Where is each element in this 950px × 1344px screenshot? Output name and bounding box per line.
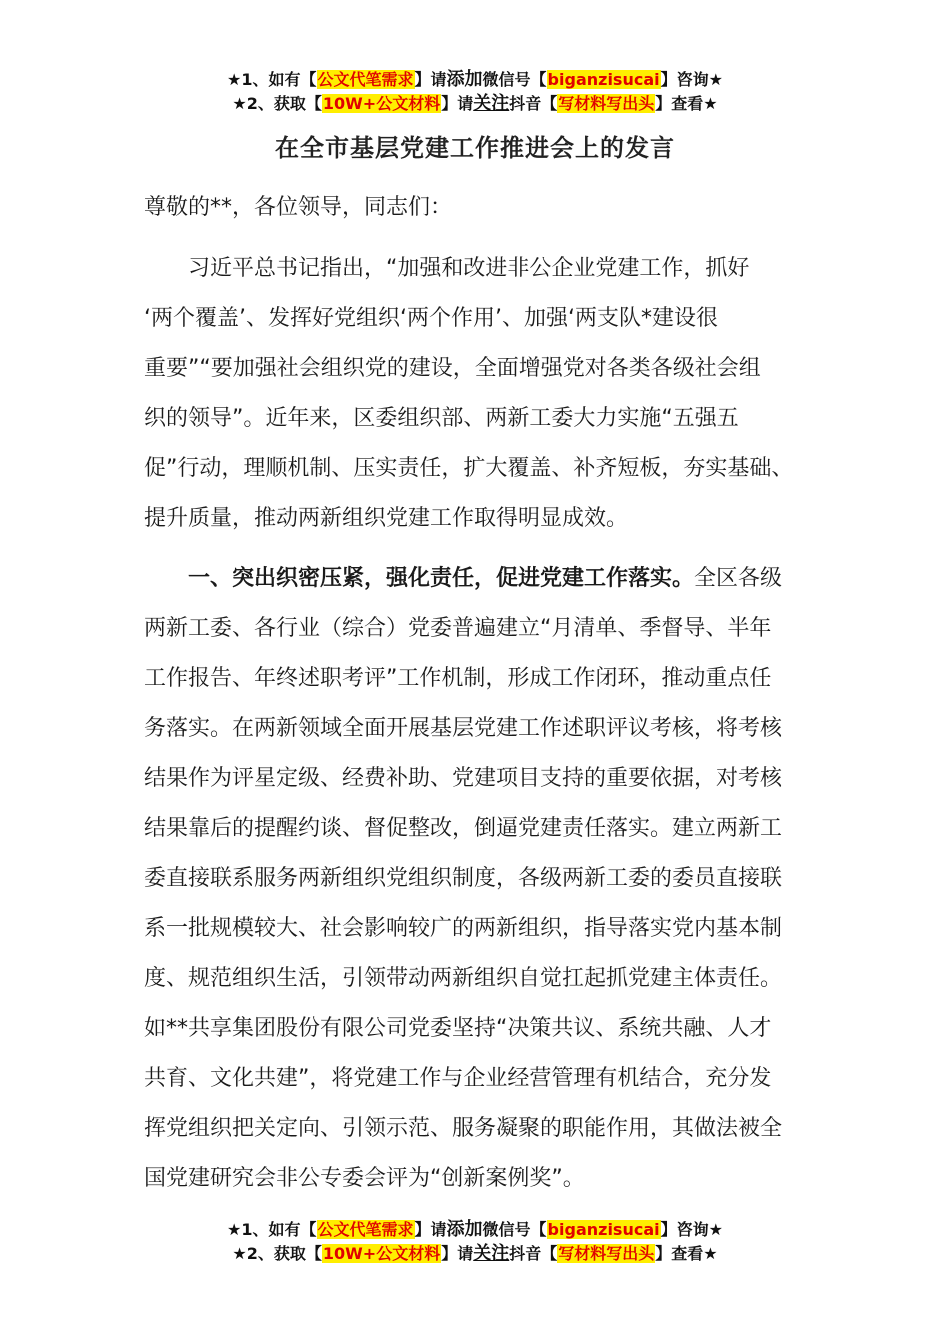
text-line: 委直接联系服务两新组织党组织制度，各级两新工委的委员直接联 xyxy=(144,866,783,891)
paragraph-intro xyxy=(144,244,806,544)
section-heading: 一、突出织密压紧，强化责任，促进党建工作落实。 xyxy=(188,566,695,591)
text-line: 促”行动，理顺机制、压实责任，扩大覆盖、补齐短板，夯实基础、 xyxy=(144,456,794,481)
promo-highlight: 10W+公文材料 xyxy=(322,94,441,113)
text-line: 工作报告、年终述职考评”工作机制，形成工作闭环，推动重点任 xyxy=(144,666,772,691)
promo-text: 微信号【 xyxy=(482,70,547,89)
promo-text: 】咨询★ xyxy=(660,1220,723,1239)
text-line: 习近平总书记指出，“加强和改进非公企业党建工作，抓好 xyxy=(188,256,750,281)
promo-banner-bottom xyxy=(0,1218,950,1266)
text-line: 结果靠后的提醒约谈、督促整改，倒逼党建责任落实。建立两新工 xyxy=(144,816,783,841)
promo-banner-top xyxy=(0,68,950,116)
promo-line-2 xyxy=(0,92,950,116)
paragraph-section-1 xyxy=(144,554,806,1204)
promo-line-2 xyxy=(0,1242,950,1266)
promo-text: 】咨询★ xyxy=(660,70,723,89)
promo-text: ★1、如有【 xyxy=(227,70,317,89)
text-line: 如**共享集团股份有限公司党委坚持“决策共议、系统共融、人才 xyxy=(144,1016,772,1041)
text-line: 度、规范组织生活，引领带动两新组织自觉扛起抓党建主体责任。 xyxy=(144,966,783,991)
wechat-id-highlight: biganzisucai xyxy=(547,1220,660,1239)
text-line: 国党建研究会非公专委会评为“创新案例奖”。 xyxy=(144,1166,585,1191)
text-line: 挥党组织把关定向、引领示范、服务凝聚的职能作用，其做法被全 xyxy=(144,1116,783,1141)
promo-line-1 xyxy=(0,1218,950,1242)
promo-text: 】请 xyxy=(441,1244,474,1263)
promo-text: 】请 xyxy=(414,70,447,89)
promo-emphasis: 关注 xyxy=(473,1243,510,1264)
promo-text: ★1、如有【 xyxy=(227,1220,317,1239)
promo-text: 】请 xyxy=(441,94,474,113)
text-line: 系一批规模较大、社会影响较广的两新组织，指导落实党内基本制 xyxy=(144,916,783,941)
text-line xyxy=(144,554,806,604)
promo-text: ★2、获取【 xyxy=(232,1244,322,1263)
document-title: 在全市基层党建工作推进会上的发言 xyxy=(275,134,675,162)
douyin-id-highlight: 写材料写出头 xyxy=(558,94,655,113)
douyin-id-highlight: 写材料写出头 xyxy=(558,1244,655,1263)
text-line: 重要”“要加强社会组织党的建设，全面增强党对各类各级社会组 xyxy=(144,356,761,381)
text-line: 共育、文化共建”，将党建工作与企业经营管理有机结合，充分发 xyxy=(144,1066,772,1091)
wechat-id-highlight: biganzisucai xyxy=(547,70,660,89)
promo-highlight: 公文代笔需求 xyxy=(317,1220,414,1239)
promo-highlight: 10W+公文材料 xyxy=(322,1244,441,1263)
text-line: 结果作为评星定级、经费补助、党建项目支持的重要依据，对考核 xyxy=(144,766,783,791)
promo-text: 抖音【 xyxy=(509,1244,558,1263)
text-line: 两新工委、各行业（综合）党委普遍建立“月清单、季督导、半年 xyxy=(144,616,772,641)
promo-emphasis: 添加 xyxy=(446,1219,483,1240)
promo-text: 抖音【 xyxy=(509,94,558,113)
promo-text: 】查看★ xyxy=(655,94,718,113)
promo-text: 】查看★ xyxy=(655,1244,718,1263)
promo-text: 】请 xyxy=(414,1220,447,1239)
promo-text: 微信号【 xyxy=(482,1220,547,1239)
text-line: 务落实。在两新领域全面开展基层党建工作述职评议考核，将考核 xyxy=(144,716,783,741)
promo-emphasis: 添加 xyxy=(446,69,483,90)
promo-line-1 xyxy=(0,68,950,92)
text-line: ‘两个覆盖’、发挥好党组织‘两个作用’、加强‘两支队*建设很 xyxy=(144,306,718,331)
text-line: 提升质量，推动两新组织党建工作取得明显成效。 xyxy=(144,506,629,531)
promo-emphasis: 关注 xyxy=(473,93,510,114)
text-line: 织的领导”。近年来，区委组织部、两新工委大力实施“五强五 xyxy=(144,406,739,431)
text-run: 全区各级 xyxy=(694,566,783,591)
promo-highlight: 公文代笔需求 xyxy=(317,70,414,89)
salutation: 尊敬的**，各位领导，同志们： xyxy=(144,195,453,220)
promo-text: ★2、获取【 xyxy=(232,94,322,113)
